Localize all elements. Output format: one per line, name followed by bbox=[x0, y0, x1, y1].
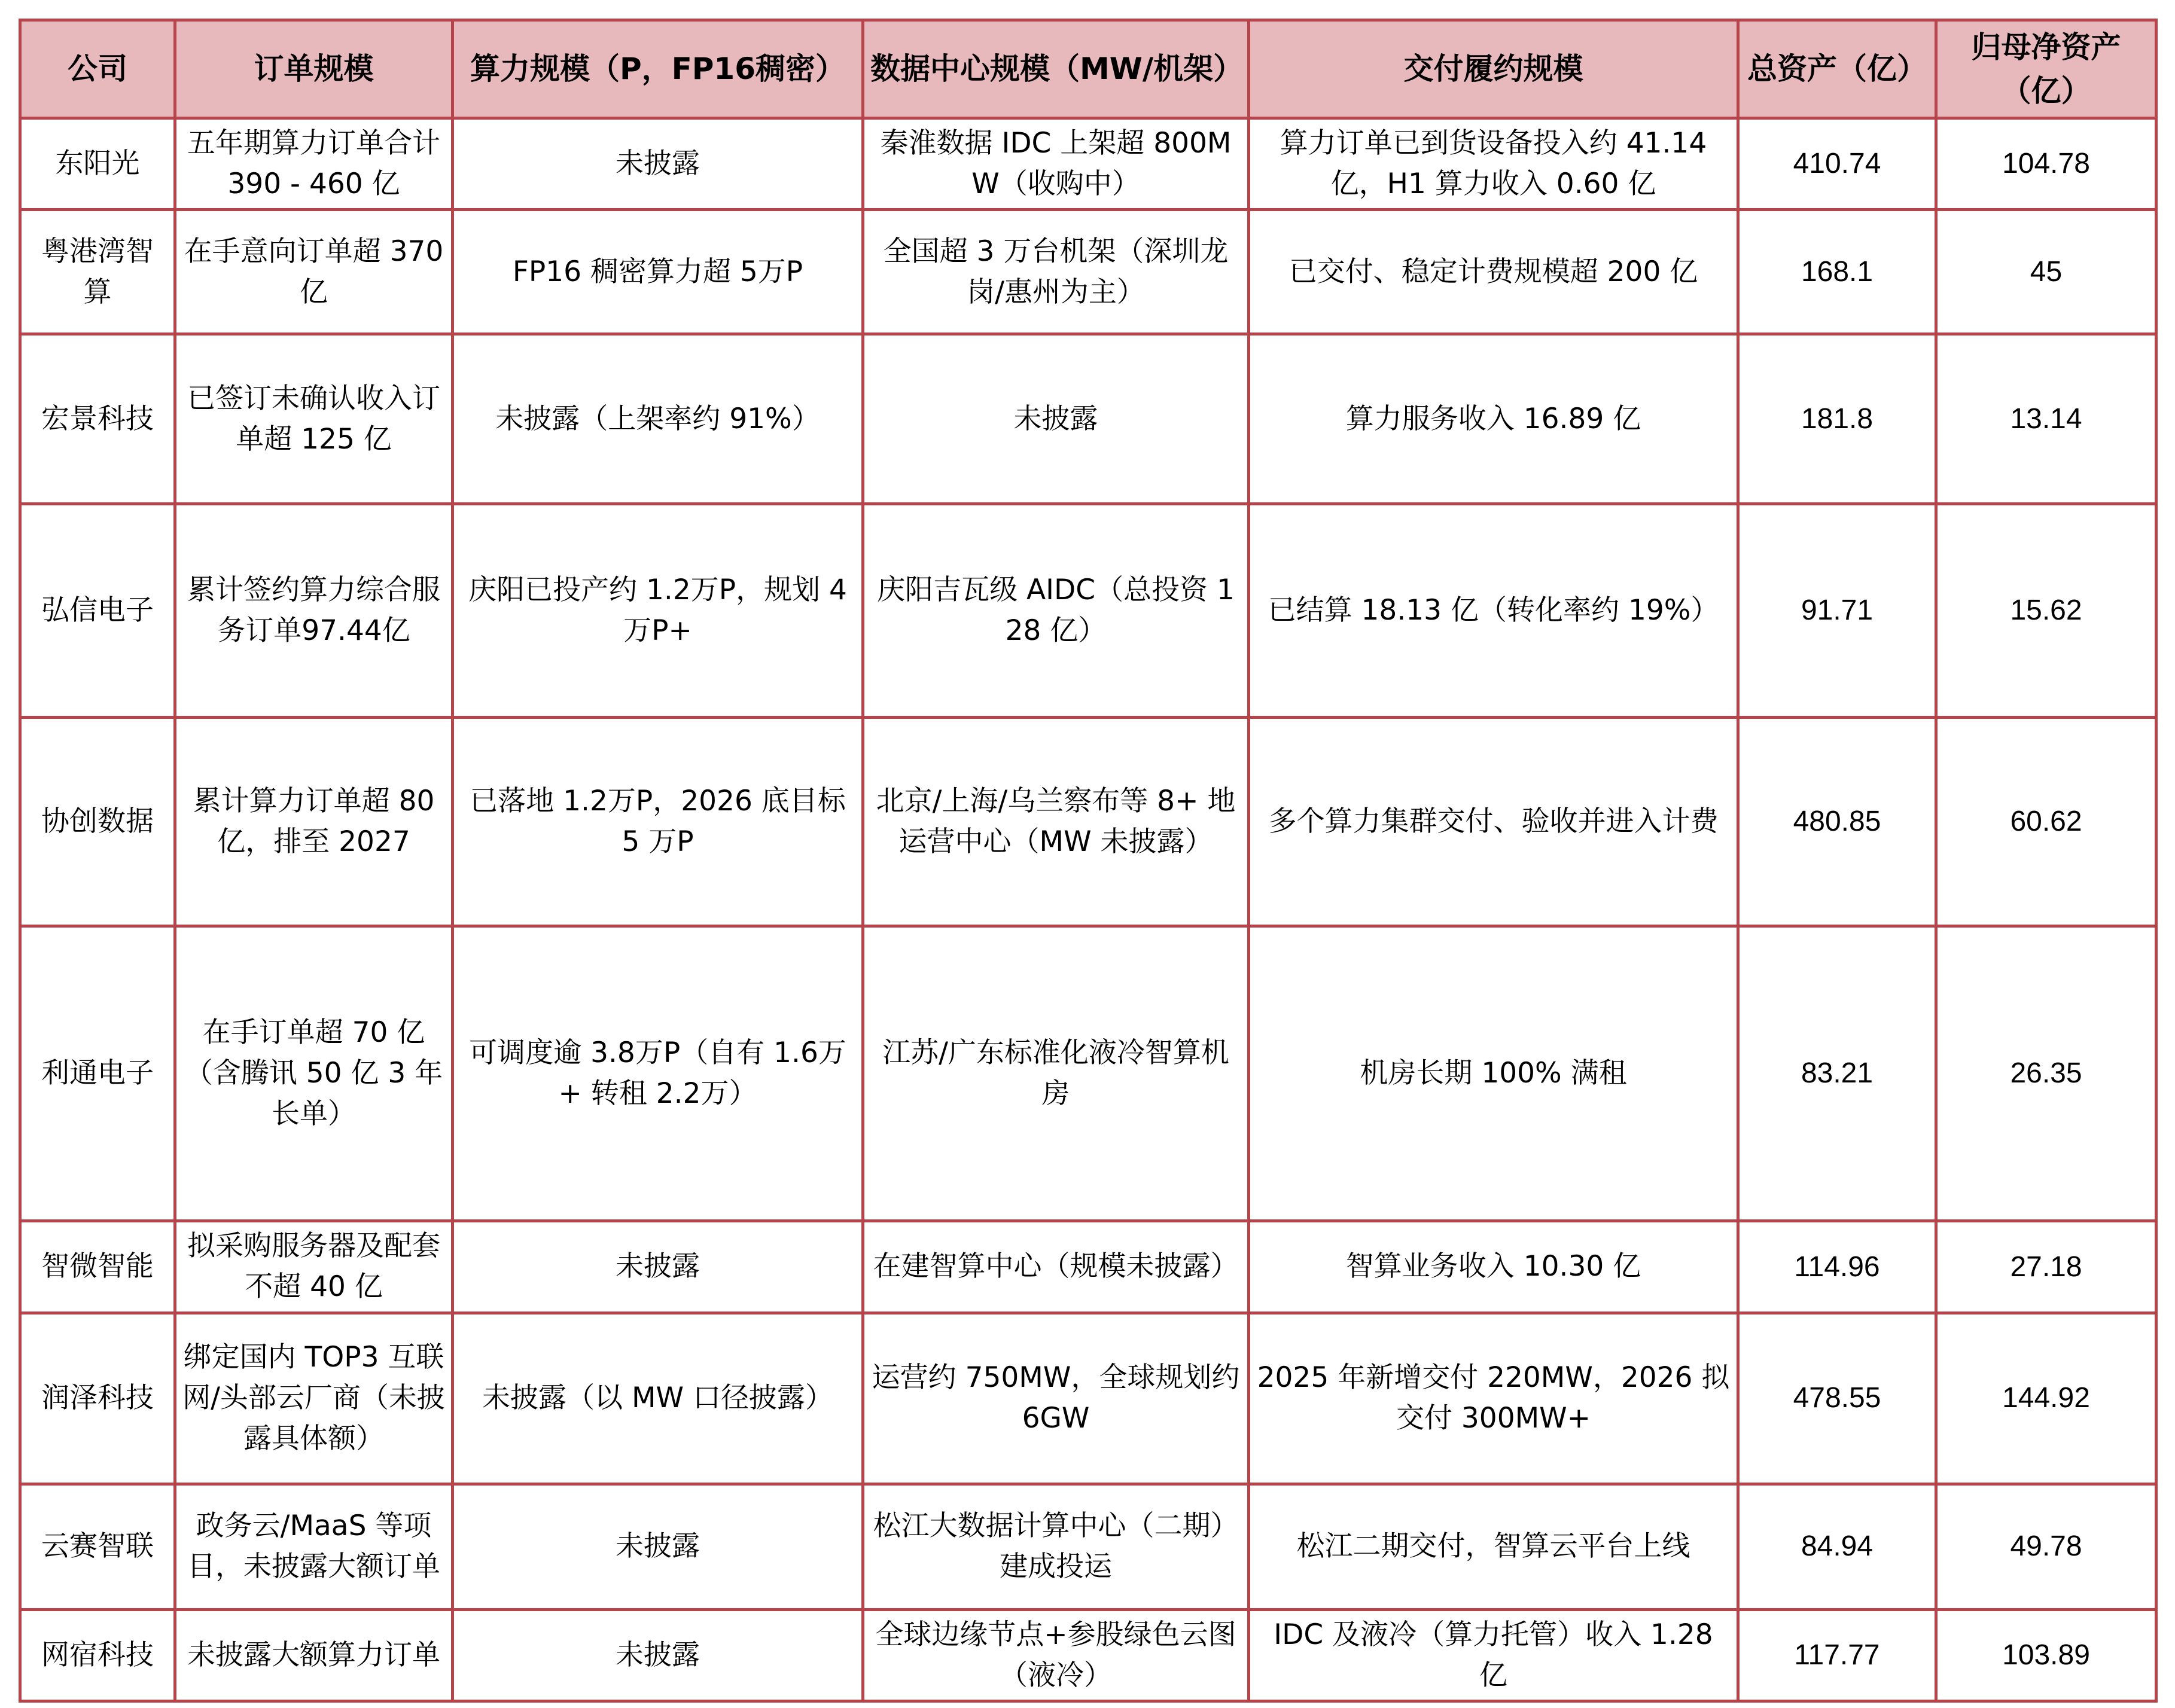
cell-compute-scale: 未披露（上架率约 91%） bbox=[453, 334, 863, 504]
cell-total-assets: 117.77 bbox=[1738, 1609, 1936, 1701]
cell-compute-scale: FP16 稠密算力超 5万P bbox=[453, 210, 863, 334]
cell-net-assets: 45 bbox=[1936, 210, 2156, 334]
cell-delivery-scale: 多个算力集群交付、验收并进入计费 bbox=[1249, 718, 1738, 926]
table-row bbox=[20, 504, 2156, 718]
table-row bbox=[20, 718, 2156, 926]
cell-total-assets: 478.55 bbox=[1738, 1313, 1936, 1484]
cell-net-assets: 60.62 bbox=[1936, 718, 2156, 926]
cell-company: 粤港湾智算 bbox=[20, 210, 175, 334]
cell-total-assets: 410.74 bbox=[1738, 118, 1936, 210]
cell-datacenter-scale: 松江大数据计算中心（二期）建成投运 bbox=[863, 1484, 1249, 1609]
cell-compute-scale: 未披露 bbox=[453, 118, 863, 210]
cell-delivery-scale: 智算业务收入 10.30 亿 bbox=[1249, 1221, 1738, 1313]
cell-datacenter-scale: 庆阳吉瓦级 AIDC（总投资 128 亿） bbox=[863, 504, 1249, 718]
cell-datacenter-scale: 未披露 bbox=[863, 334, 1249, 504]
cell-delivery-scale: 算力服务收入 16.89 亿 bbox=[1249, 334, 1738, 504]
cell-datacenter-scale: 北京/上海/乌兰察布等 8+ 地运营中心（MW 未披露） bbox=[863, 718, 1249, 926]
cell-net-assets: 104.78 bbox=[1936, 118, 2156, 210]
cell-delivery-scale: 松江二期交付，智算云平台上线 bbox=[1249, 1484, 1738, 1609]
header-compute-scale: 算力规模（P，FP16稠密） bbox=[453, 20, 863, 118]
cell-company: 协创数据 bbox=[20, 718, 175, 926]
cell-net-assets: 27.18 bbox=[1936, 1221, 2156, 1313]
header-datacenter-scale: 数据中心规模（MW/机架） bbox=[863, 20, 1249, 118]
cell-order-scale: 政务云/MaaS 等项目，未披露大额订单 bbox=[175, 1484, 453, 1609]
cell-net-assets: 13.14 bbox=[1936, 334, 2156, 504]
cell-datacenter-scale: 运营约 750MW，全球规划约 6GW bbox=[863, 1313, 1249, 1484]
cell-delivery-scale: 已交付、稳定计费规模超 200 亿 bbox=[1249, 210, 1738, 334]
cell-order-scale: 未披露大额算力订单 bbox=[175, 1609, 453, 1701]
cell-datacenter-scale: 在建智算中心（规模未披露） bbox=[863, 1221, 1249, 1313]
cell-company: 东阳光 bbox=[20, 118, 175, 210]
cell-order-scale: 绑定国内 TOP3 互联网/头部云厂商（未披露具体额） bbox=[175, 1313, 453, 1484]
cell-company: 润泽科技 bbox=[20, 1313, 175, 1484]
cell-delivery-scale: IDC 及液冷（算力托管）收入 1.28 亿 bbox=[1249, 1609, 1738, 1701]
cell-total-assets: 114.96 bbox=[1738, 1221, 1936, 1313]
cell-datacenter-scale: 全球边缘节点+参股绿色云图（液冷） bbox=[863, 1609, 1249, 1701]
cell-datacenter-scale: 全国超 3 万台机架（深圳龙岗/惠州为主） bbox=[863, 210, 1249, 334]
cell-total-assets: 91.71 bbox=[1738, 504, 1936, 718]
cell-datacenter-scale: 秦淮数据 IDC 上架超 800MW（收购中） bbox=[863, 118, 1249, 210]
table-row bbox=[20, 1313, 2156, 1484]
table-row bbox=[20, 334, 2156, 504]
cell-order-scale: 在手订单超 70 亿（含腾讯 50 亿 3 年长单） bbox=[175, 926, 453, 1221]
cell-delivery-scale: 2025 年新增交付 220MW，2026 拟交付 300MW+ bbox=[1249, 1313, 1738, 1484]
cell-compute-scale: 未披露 bbox=[453, 1609, 863, 1701]
cell-compute-scale: 未披露 bbox=[453, 1484, 863, 1609]
cell-total-assets: 181.8 bbox=[1738, 334, 1936, 504]
cell-compute-scale: 未披露（以 MW 口径披露） bbox=[453, 1313, 863, 1484]
cell-compute-scale: 已落地 1.2万P，2026 底目标 5 万P bbox=[453, 718, 863, 926]
cell-order-scale: 在手意向订单超 370 亿 bbox=[175, 210, 453, 334]
cell-company: 弘信电子 bbox=[20, 504, 175, 718]
cell-compute-scale: 可调度逾 3.8万P（自有 1.6万 + 转租 2.2万） bbox=[453, 926, 863, 1221]
header-row bbox=[20, 20, 2156, 118]
table-row bbox=[20, 1484, 2156, 1609]
cell-datacenter-scale: 江苏/广东标准化液冷智算机房 bbox=[863, 926, 1249, 1221]
cell-company: 智微智能 bbox=[20, 1221, 175, 1313]
cell-net-assets: 49.78 bbox=[1936, 1484, 2156, 1609]
header-delivery-scale: 交付履约规模 bbox=[1249, 20, 1738, 118]
cell-net-assets: 15.62 bbox=[1936, 504, 2156, 718]
table-row bbox=[20, 210, 2156, 334]
header-total-assets: 总资产（亿） bbox=[1738, 20, 1936, 118]
cell-compute-scale: 庆阳已投产约 1.2万P，规划 4 万P+ bbox=[453, 504, 863, 718]
header-order-scale: 订单规模 bbox=[175, 20, 453, 118]
cell-company: 云赛智联 bbox=[20, 1484, 175, 1609]
table-row bbox=[20, 1221, 2156, 1313]
cell-delivery-scale: 机房长期 100% 满租 bbox=[1249, 926, 1738, 1221]
cell-order-scale: 已签订未确认收入订单超 125 亿 bbox=[175, 334, 453, 504]
cell-company: 网宿科技 bbox=[20, 1609, 175, 1701]
table-body bbox=[20, 118, 2156, 1701]
cell-total-assets: 84.94 bbox=[1738, 1484, 1936, 1609]
header-company: 公司 bbox=[20, 20, 175, 118]
cell-total-assets: 480.85 bbox=[1738, 718, 1936, 926]
cell-total-assets: 168.1 bbox=[1738, 210, 1936, 334]
cell-delivery-scale: 算力订单已到货设备投入约 41.14 亿，H1 算力收入 0.60 亿 bbox=[1249, 118, 1738, 210]
cell-company: 利通电子 bbox=[20, 926, 175, 1221]
cell-order-scale: 累计签约算力综合服务订单97.44亿 bbox=[175, 504, 453, 718]
cell-total-assets: 83.21 bbox=[1738, 926, 1936, 1221]
cell-net-assets: 144.92 bbox=[1936, 1313, 2156, 1484]
table-row bbox=[20, 118, 2156, 210]
table-row bbox=[20, 926, 2156, 1221]
cell-order-scale: 拟采购服务器及配套不超 40 亿 bbox=[175, 1221, 453, 1313]
cell-order-scale: 五年期算力订单合计 390 - 460 亿 bbox=[175, 118, 453, 210]
cell-net-assets: 26.35 bbox=[1936, 926, 2156, 1221]
cell-order-scale: 累计算力订单超 80 亿，排至 2027 bbox=[175, 718, 453, 926]
cell-company: 宏景科技 bbox=[20, 334, 175, 504]
company-compute-table bbox=[19, 19, 2158, 1703]
table-row bbox=[20, 1609, 2156, 1701]
header-net-assets: 归母净资产（亿） bbox=[1936, 20, 2156, 118]
cell-delivery-scale: 已结算 18.13 亿（转化率约 19%） bbox=[1249, 504, 1738, 718]
cell-compute-scale: 未披露 bbox=[453, 1221, 863, 1313]
cell-net-assets: 103.89 bbox=[1936, 1609, 2156, 1701]
